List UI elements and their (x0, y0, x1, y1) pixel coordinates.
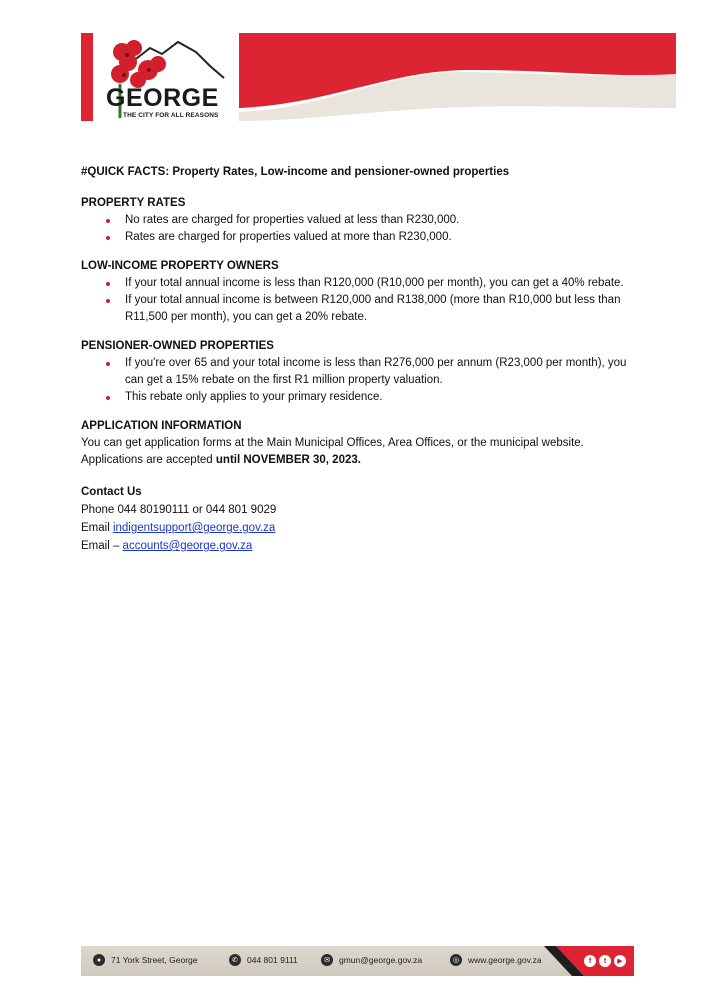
section-heading: APPLICATION INFORMATION (81, 420, 242, 432)
youtube-icon[interactable]: ▶ (614, 955, 626, 967)
list-item: If your total annual income is less than R120,000 (R10,000 per month), you can get a 40% rebate. (125, 275, 641, 292)
phone-icon: ✆ (229, 954, 241, 966)
deadline-date: until NOVEMBER 30, 2023. (215, 454, 361, 466)
letterhead-footer (81, 946, 634, 976)
header-banner-graphic (0, 0, 712, 140)
list-item: This rebate only applies to your primary residence. (125, 389, 641, 406)
footer-email (321, 954, 422, 966)
list-item: Rates are charged for properties valued at more than R230,000. (125, 229, 641, 246)
list-item: No rates are charged for properties valued at less than R230,000. (125, 212, 641, 229)
email-icon: ✉ (321, 954, 333, 966)
footer-address (93, 954, 197, 966)
section-pensioner-owned (81, 338, 641, 406)
bullet-list (81, 275, 641, 326)
twitter-icon[interactable]: t (599, 955, 611, 967)
bullet-list (81, 355, 641, 406)
footer-phone (229, 954, 298, 966)
logo-wordmark: GEORGE (106, 84, 219, 112)
footer-phone-text: 044 801 9111 (247, 955, 298, 965)
indigent-support-email-link[interactable]: indigentsupport@george.gov.za (112, 522, 276, 534)
list-item: If your total annual income is between R120,000 and R138,000 (more than R10,000 but less than R11,500 per month), you can get a 20% rebate. (125, 292, 641, 326)
section-contact-us (81, 483, 641, 555)
accounts-email-link[interactable]: accounts@george.gov.za (122, 540, 253, 552)
contact-email-line (81, 519, 641, 537)
document-title: #QUICK FACTS: Property Rates, Low-income and pensioner-owned properties (81, 166, 510, 178)
globe-icon: ◎ (450, 954, 462, 966)
email-label: Email – (81, 540, 123, 552)
section-application-information (81, 418, 641, 469)
email-label: Email (81, 522, 113, 534)
section-heading: LOW-INCOME PROPERTY OWNERS (81, 260, 279, 272)
logo-tagline: THE CITY FOR ALL REASONS (123, 112, 219, 119)
contact-phone: Phone 044 80190111 or 044 801 9029 (81, 504, 277, 516)
letterhead-header (0, 0, 712, 140)
footer-website-text: www.george.gov.za (468, 955, 542, 965)
application-forms-text: You can get application forms at the Main Municipal Offices, Area Offices, or the municipal website. (81, 437, 584, 449)
section-low-income-owners (81, 258, 641, 326)
list-item: If you're over 65 and your total income is less than R276,000 per annum (R23,000 per month), you can get a 15% rebate on the first R1 million property valuation. (125, 355, 641, 389)
application-deadline-text (81, 452, 641, 469)
footer-email-text: gmun@george.gov.za (339, 955, 423, 965)
footer-address-text: 71 York Street, George (111, 955, 198, 965)
location-pin-icon: ● (93, 954, 105, 966)
section-heading: PROPERTY RATES (81, 197, 186, 209)
section-heading: PENSIONER-OWNED PROPERTIES (81, 340, 274, 352)
deadline-prefix: Applications are accepted (81, 454, 216, 466)
bullet-list (81, 212, 641, 246)
facebook-icon[interactable]: f (584, 955, 596, 967)
contact-heading: Contact Us (81, 486, 142, 498)
footer-website (450, 954, 542, 966)
document-body (81, 164, 641, 567)
section-property-rates (81, 195, 641, 246)
contact-email-line (81, 537, 641, 555)
